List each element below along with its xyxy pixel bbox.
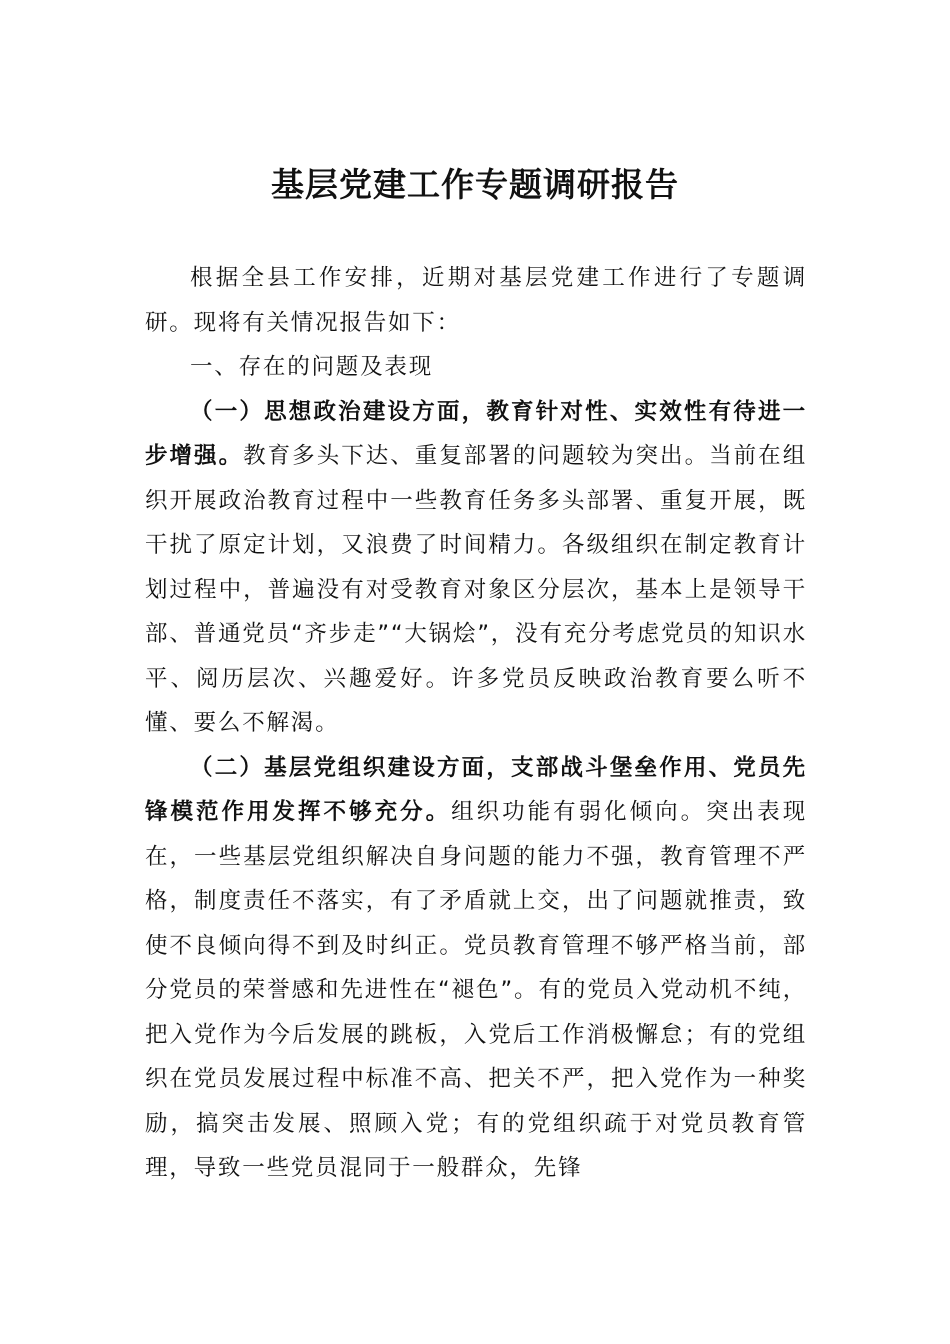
document-title: 基层党建工作专题调研报告 <box>271 165 679 204</box>
item-2-paragraph <box>145 746 807 1191</box>
document-body <box>145 256 807 1191</box>
item-1-body: 教育多头下达、重复部署的问题较为突出。当前在组织开展政治教育过程中一些教育任务多头部署、重复开展，既干扰了原定计划，又浪费了时间精力。各级组织在制定教育计划过程中，普遍没有对受教育对象区分层次，基本上是领导干部、普通党员“齐步走”“大锅烩”，没有充分考虑党员的知识水平、阅历层次、兴趣爱好。许多党员反映政治教育要么听不懂、要么不解渴。 <box>145 443 807 736</box>
section-heading: 一、存在的问题及表现 <box>190 354 434 380</box>
intro-paragraph: 根据全县工作安排，近期对基层党建工作进行了专题调研。现将有关情况报告如下： <box>145 265 807 336</box>
item-1-paragraph <box>145 390 807 746</box>
item-1-lead: （一）思想政治建设方面，教育针对性、实效性有待进一步增强。 <box>145 398 807 469</box>
item-2-body: 组织功能有弱化倾向。突出表现在，一些基层党组织解决自身问题的能力不强，教育管理不严格，制度责任不落实，有了矛盾就上交，出了问题就推责，致使不良倾向得不到及时纠正。党员教育管理不够严格当前，部分党员的荣誉感和先进性在“褪色”。有的党员入党动机不纯，把入党作为今后发展的跳板，入党后工作消极懈怠；有的党组织在党员发展过程中标准不高、把关不严，把入党作为一种奖励，搞突击发展、照顾入党；有的党组织疏于对党员教育管理，导致一些党员混同于一般群众，先锋 <box>145 799 807 1181</box>
item-2-lead: （二）基层党组织建设方面，支部战斗堡垒作用、党员先锋模范作用发挥不够充分。 <box>145 754 807 825</box>
